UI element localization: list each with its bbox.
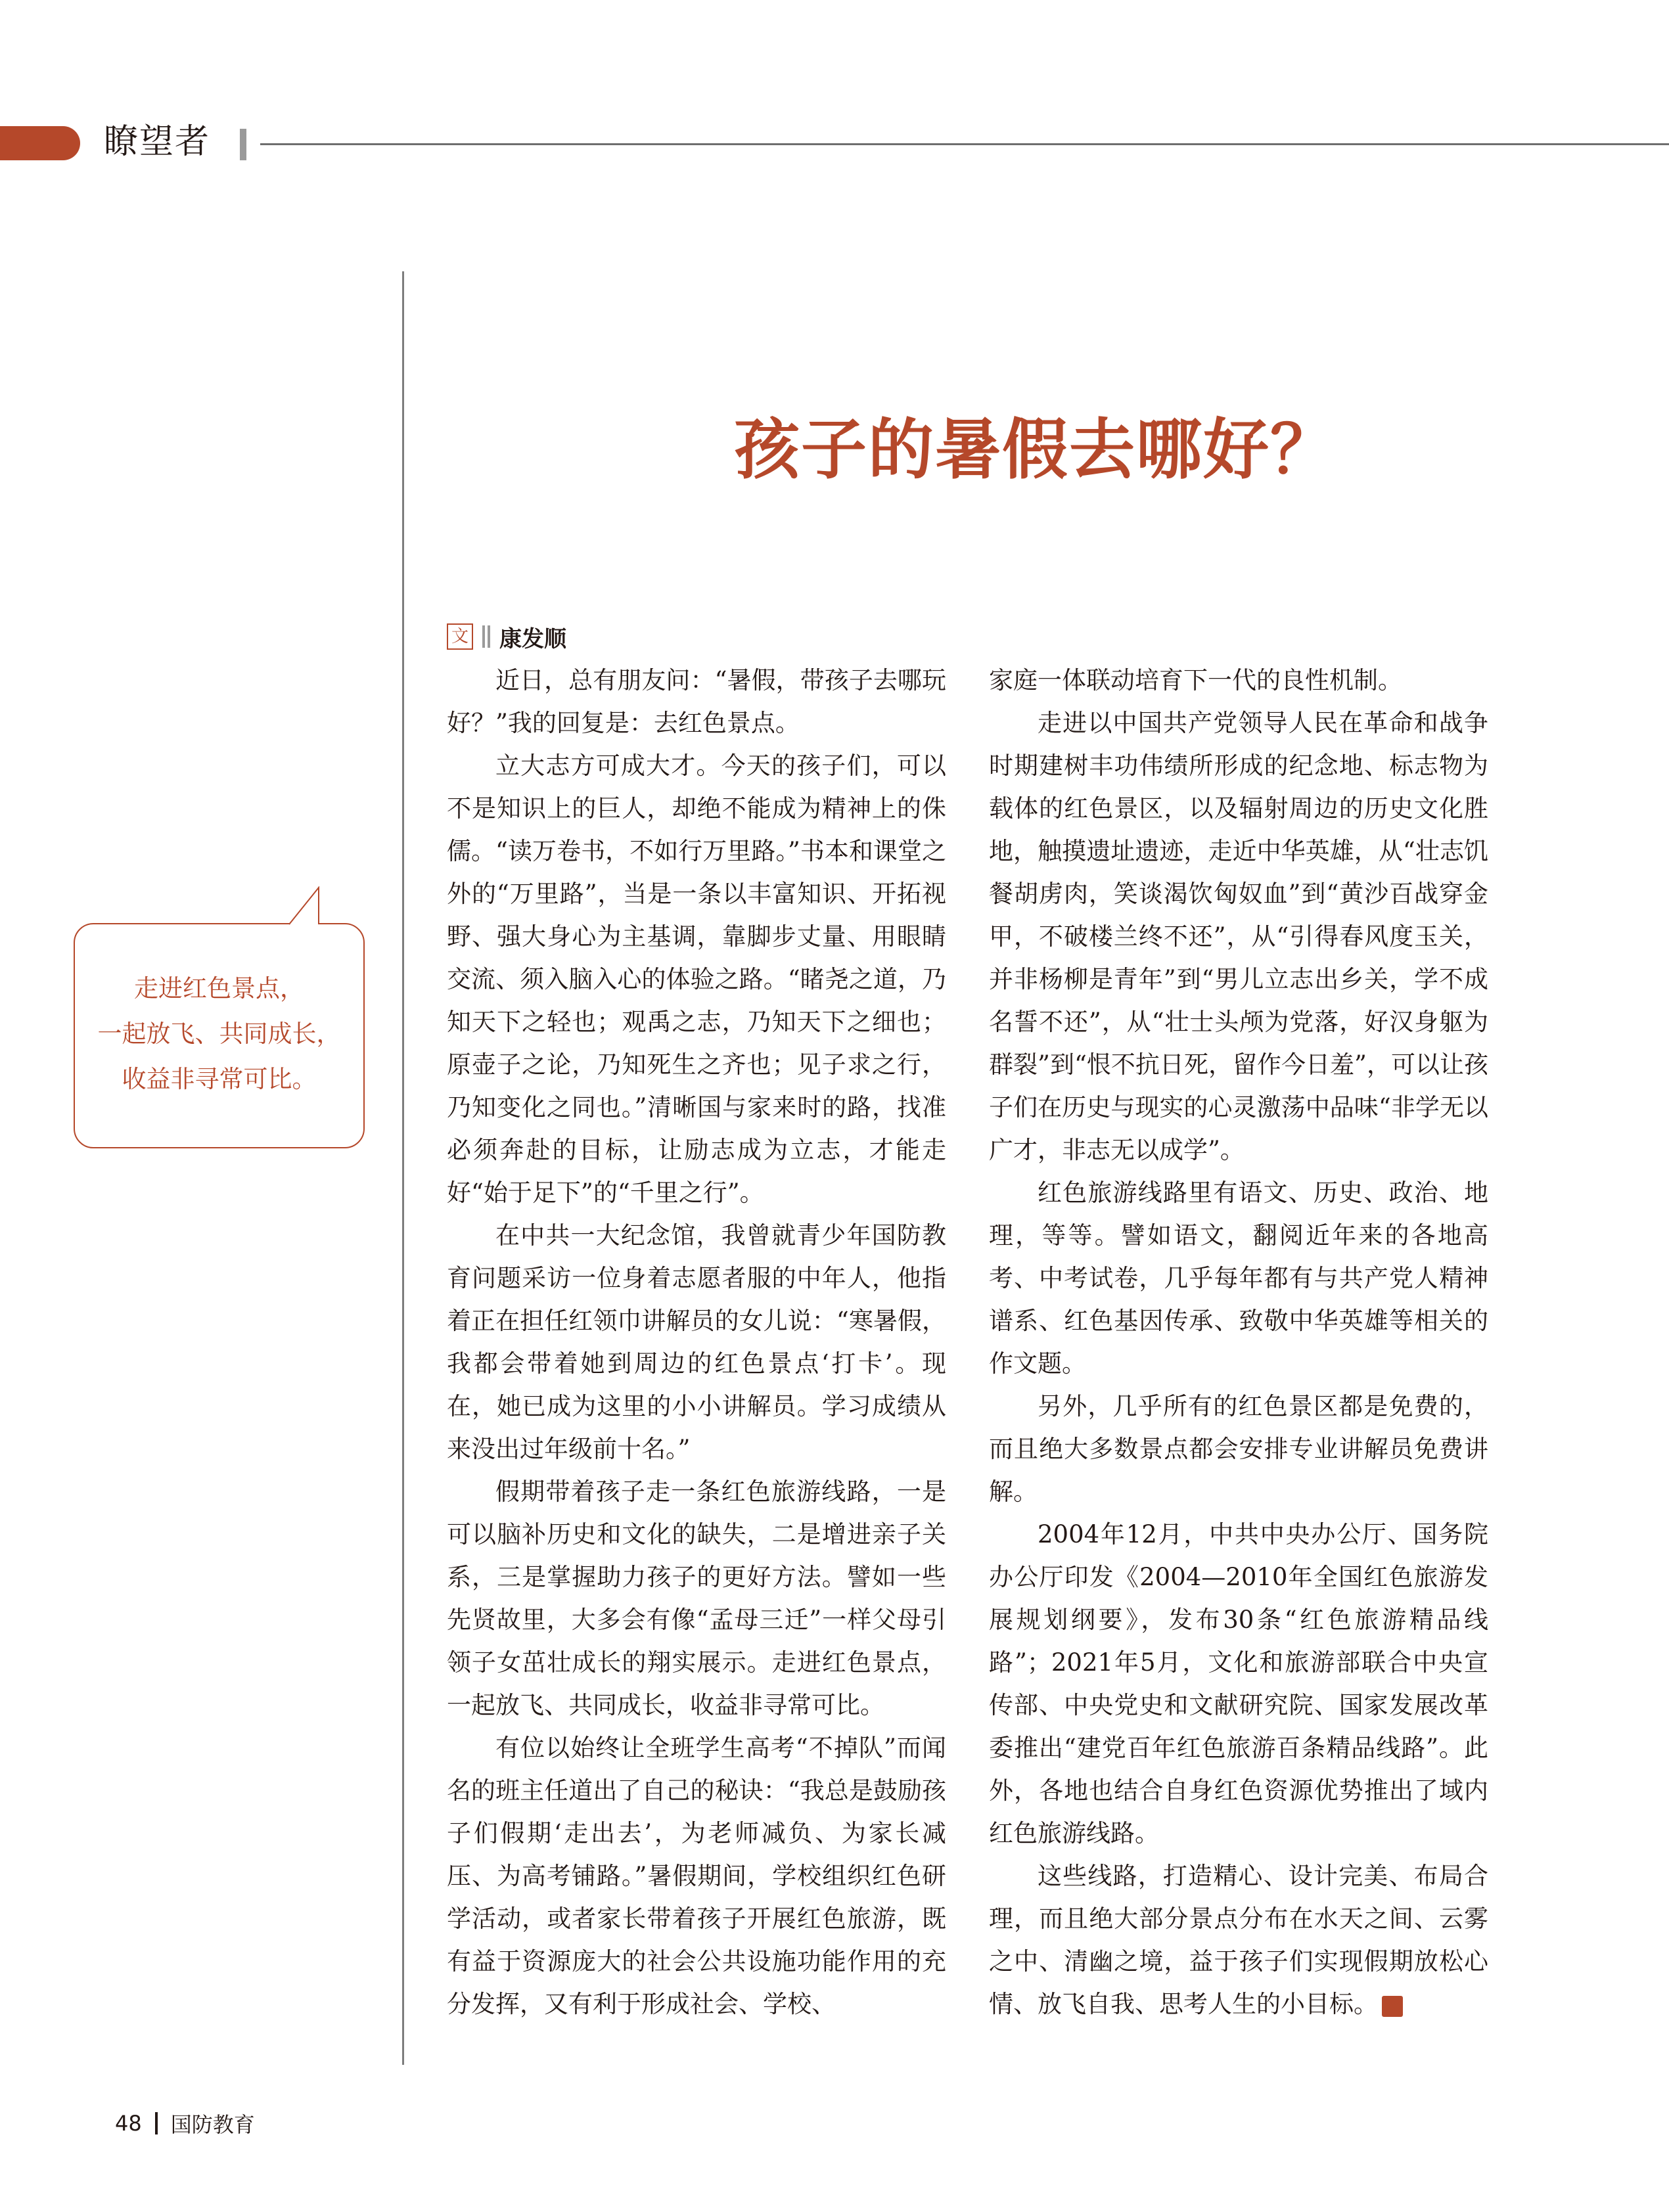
section-tab-bar	[0, 126, 80, 160]
article-column-right	[989, 659, 1488, 2025]
publication-name: 国防教育	[170, 2112, 255, 2137]
pull-quote-line: 走进红色景点，	[134, 974, 304, 1003]
byline-mark: 文	[447, 623, 473, 650]
paragraph-final-text: 这些线路，打造精心、设计完美、布局合理，而且绝大部分景点分布在水天之间、云雾之中、清幽之境，益于孩子们实现假期放松心情、放飞自我、思考人生的小目标。	[989, 1862, 1488, 2018]
footer-separator	[155, 2112, 158, 2134]
paragraph-final	[989, 1855, 1488, 2025]
paragraph: 有位以始终让全班学生高考“不掉队”而闻名的班主任道出了自己的秘诀：“我总是鼓励孩子们假期‘走出去’，为老师减负、为家长减压、为高考铺路。”暑假期间，学校组织红色研学活动，或者家长带着孩子开展红色旅游，既有益于资源庞大的社会公共设施功能作用的充分发挥，又有利于形成社会、学校、	[447, 1734, 946, 2018]
header-rule	[260, 143, 1669, 145]
article-title: 孩子的暑假去哪好？	[734, 411, 1337, 488]
pull-quote-text	[74, 966, 365, 1102]
paragraph: 近日，总有朋友问：“暑假，带孩子去哪玩好？”我的回复是：去红色景点。	[447, 666, 946, 737]
section-divider-tick	[240, 129, 246, 160]
section-title: 瞭望者	[104, 122, 211, 162]
byline	[447, 620, 566, 654]
paragraph: 在中共一大纪念馆，我曾就青少年国防教育问题采访一位身着志愿者服的中年人，他指着正在担任红领巾讲解员的女儿说：“寒暑假，我都会带着她到周边的红色景点‘打卡’。现在，她已成为这里的小小讲解员。学习成绩从来没出过年级前十名。”	[447, 1221, 946, 1463]
paragraph: 另外，几乎所有的红色景区都是免费的，而且绝大多数景点都会安排专业讲解员免费讲解。	[989, 1392, 1488, 1506]
pull-quote-line: 收益非寻常可比。	[122, 1065, 317, 1093]
pull-quote-line: 一起放飞、共同成长，	[97, 1020, 341, 1048]
column-divider	[402, 271, 404, 2065]
paragraph: 假期带着孩子走一条红色旅游线路，一是可以脑补历史和文化的缺失，二是增进亲子关系，三是掌握助力孩子的更好方法。譬如一些先贤故里，大多会有像“孟母三迁”一样父母引领子女茁壮成长的翔实展示。走进红色景点，一起放飞、共同成长，收益非寻常可比。	[447, 1478, 946, 1719]
paragraph: 红色旅游线路里有语文、历史、政治、地理，等等。譬如语文，翻阅近年来的各地高考、中考试卷，几乎每年都有与共产党人精神谱系、红色基因传承、致敬中华英雄等相关的作文题。	[989, 1179, 1488, 1378]
byline-separator	[482, 625, 490, 648]
end-mark-icon: G	[1382, 1996, 1403, 2017]
paragraph: 2004年12月，中共中央办公厅、国务院办公厅印发《2004—2010年全国红色旅游发展规划纲要》，发布30条“红色旅游精品线路”；2021年5月，文化和旅游部联合中央宣传部、中央党史和文献研究院、国家发展改革委推出“建党百年红色旅游百条精品线路”。此外，各地也结合自身红色资源优势推出了域内红色旅游线路。	[989, 1520, 1488, 1847]
page-number: 48	[115, 2111, 142, 2136]
page-footer	[115, 2107, 255, 2140]
article-column-left	[447, 659, 946, 2025]
speech-bubble-tail-icon	[289, 886, 322, 926]
paragraph-continuation: 家庭一体联动培育下一代的良性机制。	[989, 666, 1402, 694]
paragraph: 立大志方可成大才。今天的孩子们，可以不是知识上的巨人，却绝不能成为精神上的侏儒。“读万卷书，不如行万里路。”书本和课堂之外的“万里路”，当是一条以丰富知识、开拓视野、强大身心为主基调，靠脚步丈量、用眼睛交流、须入脑入心的体验之路。“睹尧之道，乃知天下之轻也；观禹之志，乃知天下之细也；原壶子之论，乃知死生之齐也；见子求之行，乃知变化之同也。”清晰国与家来时的路，找准必须奔赴的目标，让励志成为立志，才能走好“始于足下”的“千里之行”。	[447, 752, 946, 1207]
author-name: 康发顺	[499, 625, 566, 652]
paragraph: 走进以中国共产党领导人民在革命和战争时期建树丰功伟绩所形成的纪念地、标志物为载体的红色景区，以及辐射周边的历史文化胜地，触摸遗址遗迹，走近中华英雄，从“壮志饥餐胡虏肉，笑谈渴饮匈奴血”到“黄沙百战穿金甲，不破楼兰终不还”，从“引得春风度玉关，并非杨柳是青年”到“男儿立志出乡关，学不成名誓不还”，从“壮士头颅为党落，好汉身躯为群裂”到“恨不抗日死，留作今日羞”，可以让孩子们在历史与现实的心灵激荡中品味“非学无以广才，非志无以成学”。	[989, 709, 1488, 1164]
